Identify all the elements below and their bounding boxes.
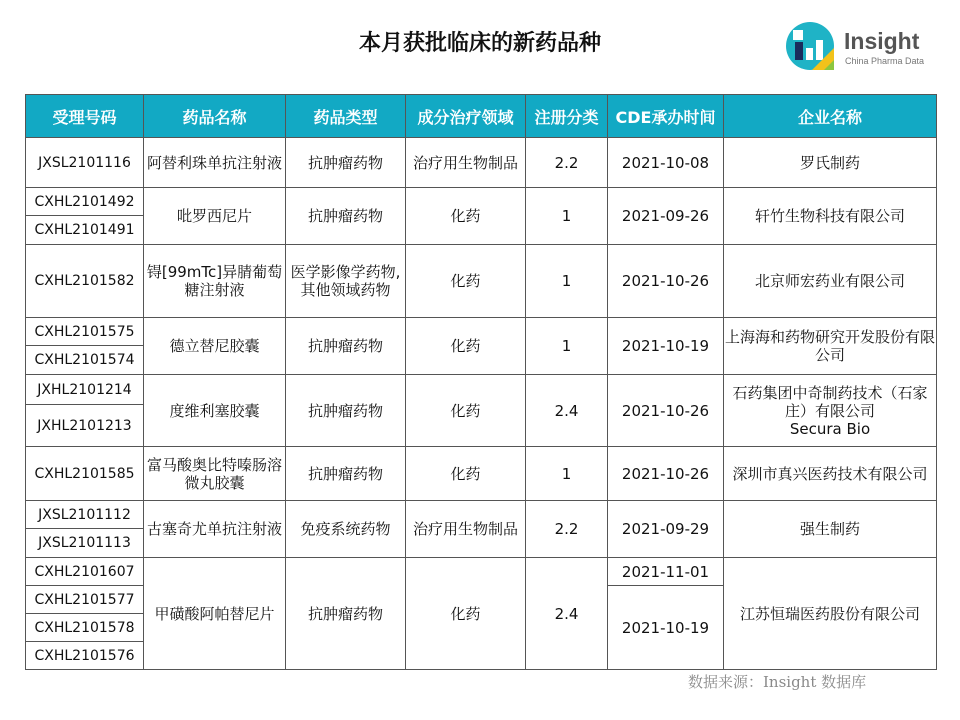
header-cde-date: CDE承办时间 xyxy=(608,95,724,138)
accept-no-cell: CXHL2101607 xyxy=(26,558,144,586)
drug-name-cell: 阿替利珠单抗注射液 xyxy=(144,138,286,188)
data-source-note: 数据来源：Insight 数据库 xyxy=(688,673,867,691)
accept-no-cell: CXHL2101574 xyxy=(26,346,144,375)
company-cell: 强生制药 xyxy=(724,501,937,558)
accept-no-cell: CXHL2101577 xyxy=(26,586,144,614)
drug-type-cell: 抗肿瘤药物 xyxy=(286,188,406,245)
drug-name-cell: 度维利塞胶囊 xyxy=(144,375,286,447)
company-cell xyxy=(724,375,937,447)
table-header-row xyxy=(26,95,937,138)
drug-type-cell: 抗肿瘤药物 xyxy=(286,318,406,375)
therapeutic-area-cell: 化药 xyxy=(406,318,526,375)
drug-name-cell: 古塞奇尤单抗注射液 xyxy=(144,501,286,558)
accept-no-cell: CXHL2101576 xyxy=(26,642,144,670)
cde-date-cell: 2021-09-26 xyxy=(608,188,724,245)
cde-date-cell: 2021-10-08 xyxy=(608,138,724,188)
drug-type-cell: 免疫系统药物 xyxy=(286,501,406,558)
header-therapeutic-area: 成分治疗领域 xyxy=(406,95,526,138)
page-title: 本月获批临床的新药品种 xyxy=(358,31,601,56)
reg-class-cell: 1 xyxy=(526,318,608,375)
table-row xyxy=(26,245,937,318)
header-reg-class: 注册分类 xyxy=(526,95,608,138)
drug-type-cell: 抗肿瘤药物 xyxy=(286,558,406,670)
therapeutic-area-cell: 化药 xyxy=(406,558,526,670)
therapeutic-area-cell: 治疗用生物制品 xyxy=(406,501,526,558)
header-drug-name: 药品名称 xyxy=(144,95,286,138)
accept-no-cell: JXSL2101113 xyxy=(26,529,144,558)
table-row xyxy=(26,558,937,586)
header-drug-type: 药品类型 xyxy=(286,95,406,138)
drug-name-cell: 锝[99mTc]异腈葡萄糖注射液 xyxy=(144,245,286,318)
accept-no-cell: JXHL2101213 xyxy=(26,405,144,447)
therapeutic-area-cell: 化药 xyxy=(406,245,526,318)
company-cell: 深圳市真兴医药技术有限公司 xyxy=(724,447,937,501)
table-row xyxy=(26,138,937,188)
reg-class-cell: 2.2 xyxy=(526,501,608,558)
drug-name-cell: 吡罗西尼片 xyxy=(144,188,286,245)
reg-class-cell: 2.2 xyxy=(526,138,608,188)
accept-no-cell: CXHL2101575 xyxy=(26,318,144,346)
accept-no-cell: CXHL2101582 xyxy=(26,245,144,318)
cde-date-cell: 2021-09-29 xyxy=(608,501,724,558)
drug-name-cell: 富马酸奥比特嗪肠溶微丸胶囊 xyxy=(144,447,286,501)
company-cell: 轩竹生物科技有限公司 xyxy=(724,188,937,245)
cde-date-cell: 2021-10-26 xyxy=(608,375,724,447)
therapeutic-area-cell: 化药 xyxy=(406,375,526,447)
reg-class-cell: 1 xyxy=(526,447,608,501)
therapeutic-area-cell: 治疗用生物制品 xyxy=(406,138,526,188)
company-cell: 上海海和药物研究开发股份有限公司 xyxy=(724,318,937,375)
table-row xyxy=(26,188,937,216)
drug-type-cell: 抗肿瘤药物 xyxy=(286,447,406,501)
reg-class-cell: 1 xyxy=(526,188,608,245)
header-accept-no: 受理号码 xyxy=(26,95,144,138)
table-row xyxy=(26,501,937,529)
company-cell: 北京师宏药业有限公司 xyxy=(724,245,937,318)
cde-date-cell: 2021-10-19 xyxy=(608,318,724,375)
therapeutic-area-cell: 化药 xyxy=(406,188,526,245)
company-cell: 罗氏制药 xyxy=(724,138,937,188)
therapeutic-area-cell: 化药 xyxy=(406,447,526,501)
accept-no-cell: JXHL2101214 xyxy=(26,375,144,405)
table-row xyxy=(26,318,937,346)
accept-no-cell: JXSL2101116 xyxy=(26,138,144,188)
drug-type-cell: 抗肿瘤药物 xyxy=(286,375,406,447)
cde-date-cell: 2021-10-26 xyxy=(608,447,724,501)
reg-class-cell: 2.4 xyxy=(526,375,608,447)
logo-name: Insight xyxy=(844,28,920,54)
logo-subtitle: China Pharma Data xyxy=(845,56,925,66)
insight-logo xyxy=(784,20,944,72)
reg-class-cell: 1 xyxy=(526,245,608,318)
reg-class-cell: 2.4 xyxy=(526,558,608,670)
drug-name-cell: 甲磺酸阿帕替尼片 xyxy=(144,558,286,670)
accept-no-cell: CXHL2101578 xyxy=(26,614,144,642)
accept-no-cell: CXHL2101585 xyxy=(26,447,144,501)
accept-no-cell: CXHL2101492 xyxy=(26,188,144,216)
accept-no-cell: JXSL2101112 xyxy=(26,501,144,529)
header-company: 企业名称 xyxy=(724,95,937,138)
cde-date-cell: 2021-11-01 xyxy=(608,558,724,586)
table-row xyxy=(26,447,937,501)
drug-type-cell: 抗肿瘤药物 xyxy=(286,138,406,188)
table-row xyxy=(26,375,937,405)
company-name: 石药集团中奇制药技术（石家庄）有限公司 xyxy=(732,383,928,420)
drug-table xyxy=(25,94,937,670)
cde-date-cell: 2021-10-19 xyxy=(608,586,724,670)
company-partner: Secura Bio xyxy=(789,419,871,438)
cde-date-cell: 2021-10-26 xyxy=(608,245,724,318)
accept-no-cell: CXHL2101491 xyxy=(26,216,144,245)
company-cell: 江苏恒瑞医药股份有限公司 xyxy=(724,558,937,670)
drug-type-cell: 医学影像学药物,其他领域药物 xyxy=(286,245,406,318)
insight-logo-icon xyxy=(784,20,836,72)
drug-name-cell: 德立替尼胶囊 xyxy=(144,318,286,375)
